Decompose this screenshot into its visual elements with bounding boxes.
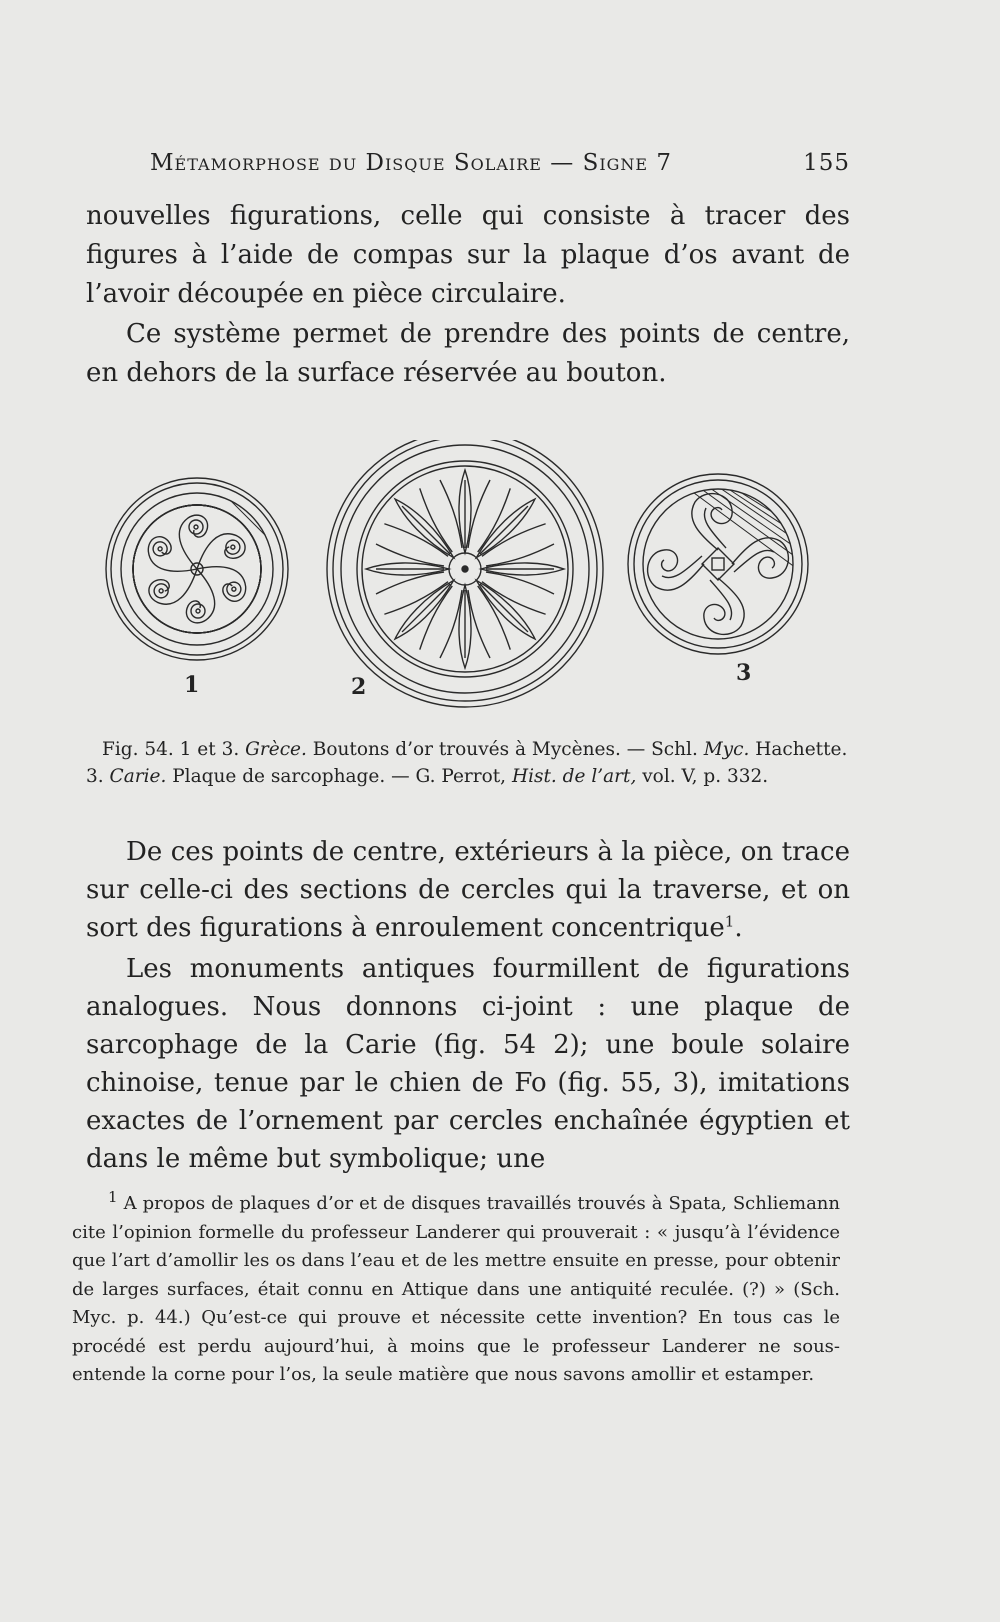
paragraph-1: nouvelles figurations, celle qui consiste à tracer des figures à l’aide de compas sur la plaque d’os avant de l’avoir découpée en pièce circulaire. — [86, 201, 850, 309]
figure-caption — [86, 736, 850, 790]
figure-label-2: 2 — [351, 674, 367, 700]
caption-place-carie: Carie. — [109, 766, 167, 787]
footnote-reference[interactable]: 1 — [724, 912, 735, 931]
caption-source-2: Plaque de sarcophage. — G. Perrot, — [172, 766, 507, 787]
button-3-illustration — [628, 474, 808, 654]
footnote-marker: 1 — [108, 1188, 118, 1206]
paragraph-3-end: . — [734, 913, 743, 943]
caption-volume: vol. V, p. 332. — [642, 766, 769, 787]
page-number: 155 — [803, 150, 850, 176]
caption-fig-ref: Fig. 54. 1 et 3. — [102, 739, 240, 760]
paragraph-3-text: De ces points de centre, extérieurs à la pièce, on trace sur celle-ci des sections de cercles qui la traverse, et on sort des figurations à enroulement concentrique — [86, 837, 850, 943]
figure-label-3: 3 — [736, 660, 752, 686]
paragraph-4: Les monuments antiques fourmillent de figurations analogues. Nous donnons ci-joint : une plaque de sarcophage de la Carie (fig. 54 2); une boule solaire chinoise, tenue par le chien de Fo (fig. 55, 3), imitations exactes de l’ornement par cercles enchaînée égyptien et dans le même but symbolique; une — [86, 954, 850, 1174]
footnote-body — [72, 1190, 840, 1390]
plaque-2-illustration — [327, 440, 603, 707]
caption-work-myc: Myc. — [703, 739, 750, 760]
caption-publisher: Hachette. — [755, 739, 848, 760]
running-head-title: Métamorphose du Disque Solaire — Signe 7 — [150, 150, 673, 176]
footnote-text: A propos de plaques d’or et de disques travaillés trouvés à Spata, Schliemann cite l’opinion formelle du professeur Landerer qui prouverait : « jusqu’à l’évidence que l’art d’amollir les os dans l’eau et de les mettre ensuite en presse, pour obtenir de larges surfaces, était connu en Attique dans une antiquité reculée. (?) » (Sch. Myc. p. 44.) Qu’est-ce qui prouve et nécessite cette invention? En tous cas le procédé est perdu aujourd’hui, à moins que le professeur Landerer ne sous-entende la corne pour l’os, la seule matière que nous savons amollir et estamper. — [72, 1193, 840, 1385]
caption-place-greece: Grèce. — [245, 739, 307, 760]
figure-label-1: 1 — [184, 672, 200, 698]
running-head — [150, 150, 850, 176]
figure-illustration — [100, 440, 840, 720]
figure-54 — [100, 440, 840, 720]
caption-line-2 — [86, 763, 850, 790]
caption-item-3: 3. — [86, 766, 104, 787]
caption-source-1: Boutons d’or trouvés à Mycènes. — Schl. — [312, 739, 698, 760]
paragraph-3 — [86, 833, 850, 947]
caption-work-hist: Hist. de l’art, — [511, 766, 637, 787]
footnote — [72, 1190, 840, 1390]
button-1-illustration — [106, 478, 290, 660]
caption-line-1 — [86, 736, 850, 763]
paragraph-2: Ce système permet de prendre des points de centre, en dehors de la surface réservée au bouton. — [86, 319, 850, 388]
